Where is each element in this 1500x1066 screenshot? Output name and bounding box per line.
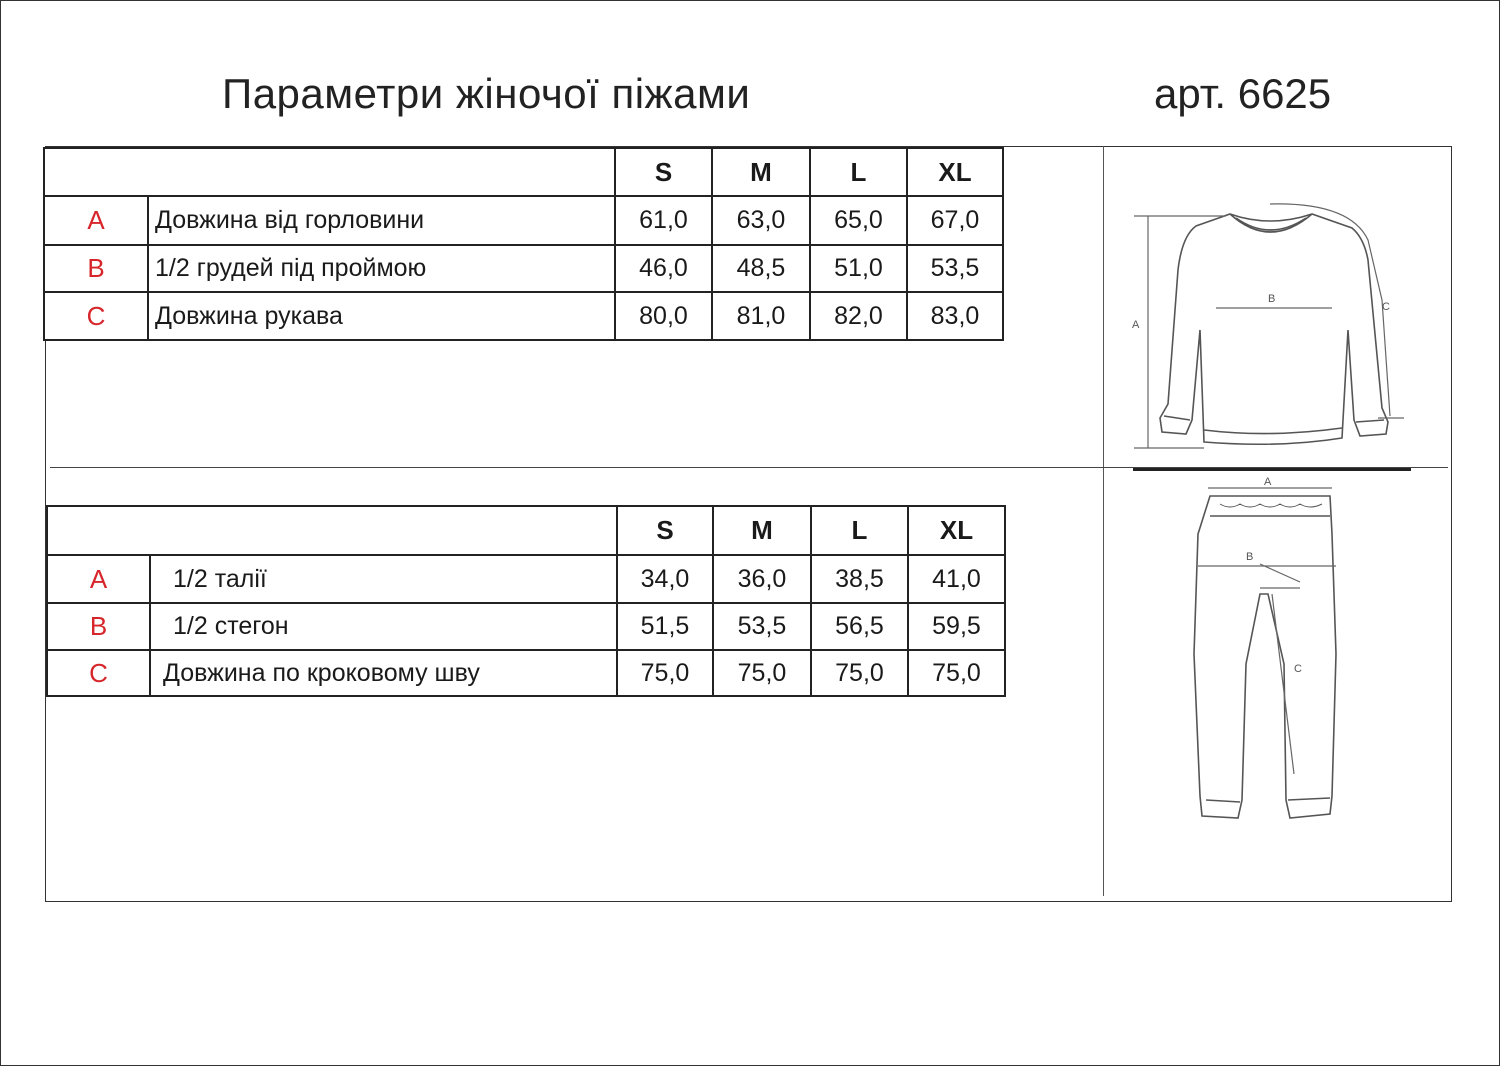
row-letter: A (47, 555, 150, 603)
value-cell: 83,0 (907, 292, 1003, 340)
row-letter: C (44, 292, 148, 340)
size-header-l: L (811, 506, 908, 555)
value-cell: 65,0 (810, 196, 907, 245)
pants-size-table (46, 505, 1006, 697)
shirt-size-table (43, 147, 1004, 341)
value-cell: 38,5 (811, 555, 908, 603)
row-letter: A (44, 196, 148, 245)
table-row (47, 603, 1005, 650)
value-cell: 56,5 (811, 603, 908, 650)
table-header-row (47, 506, 1005, 555)
value-cell: 53,5 (713, 603, 811, 650)
value-cell: 82,0 (810, 292, 907, 340)
article-number: арт. 6625 (1154, 70, 1332, 117)
header-blank-cell (44, 148, 615, 196)
table-header-row (44, 148, 1003, 196)
table-row (44, 245, 1003, 292)
value-cell: 75,0 (713, 650, 811, 696)
value-cell: 75,0 (811, 650, 908, 696)
row-letter: B (44, 245, 148, 292)
row-label: Довжина від горловини (148, 196, 615, 245)
horizontal-divider-bold (1133, 468, 1411, 471)
size-header-l: L (810, 148, 907, 196)
pants-sketch (1180, 474, 1350, 830)
pants-label-c: C (1294, 663, 1302, 675)
value-cell: 59,5 (908, 603, 1005, 650)
size-header-xl: XL (907, 148, 1003, 196)
value-cell: 75,0 (617, 650, 713, 696)
pants-label-b: B (1246, 551, 1254, 563)
shirt-label-c: C (1382, 301, 1390, 313)
value-cell: 53,5 (907, 245, 1003, 292)
vertical-divider (1103, 146, 1104, 896)
shirt-label-b: B (1268, 293, 1276, 305)
row-label: Довжина рукава (148, 292, 615, 340)
value-cell: 34,0 (617, 555, 713, 603)
table-row (47, 555, 1005, 603)
row-letter: B (47, 603, 150, 650)
row-label: 1/2 грудей під проймою (148, 245, 615, 292)
row-label: 1/2 талії (150, 555, 617, 603)
value-cell: 75,0 (908, 650, 1005, 696)
row-label: 1/2 стегон (150, 603, 617, 650)
table-row (47, 650, 1005, 696)
value-cell: 63,0 (712, 196, 810, 245)
value-cell: 51,0 (810, 245, 907, 292)
table-row (44, 196, 1003, 245)
shirt-sketch (1120, 190, 1420, 460)
value-cell: 80,0 (615, 292, 712, 340)
value-cell: 48,5 (712, 245, 810, 292)
table-row (44, 292, 1003, 340)
value-cell: 81,0 (712, 292, 810, 340)
value-cell: 36,0 (713, 555, 811, 603)
row-letter: C (47, 650, 150, 696)
row-label: Довжина по кроковому шву (150, 650, 617, 696)
value-cell: 46,0 (615, 245, 712, 292)
value-cell: 41,0 (908, 555, 1005, 603)
header-blank-cell (47, 506, 617, 555)
size-header-xl: XL (908, 506, 1005, 555)
size-header-s: S (617, 506, 713, 555)
size-header-m: M (713, 506, 811, 555)
value-cell: 67,0 (907, 196, 1003, 245)
pants-label-a: A (1264, 476, 1272, 488)
shirt-label-a: A (1132, 319, 1140, 331)
size-header-m: M (712, 148, 810, 196)
page-title: Параметри жіночої піжами (222, 70, 751, 117)
value-cell: 61,0 (615, 196, 712, 245)
value-cell: 51,5 (617, 603, 713, 650)
size-header-s: S (615, 148, 712, 196)
